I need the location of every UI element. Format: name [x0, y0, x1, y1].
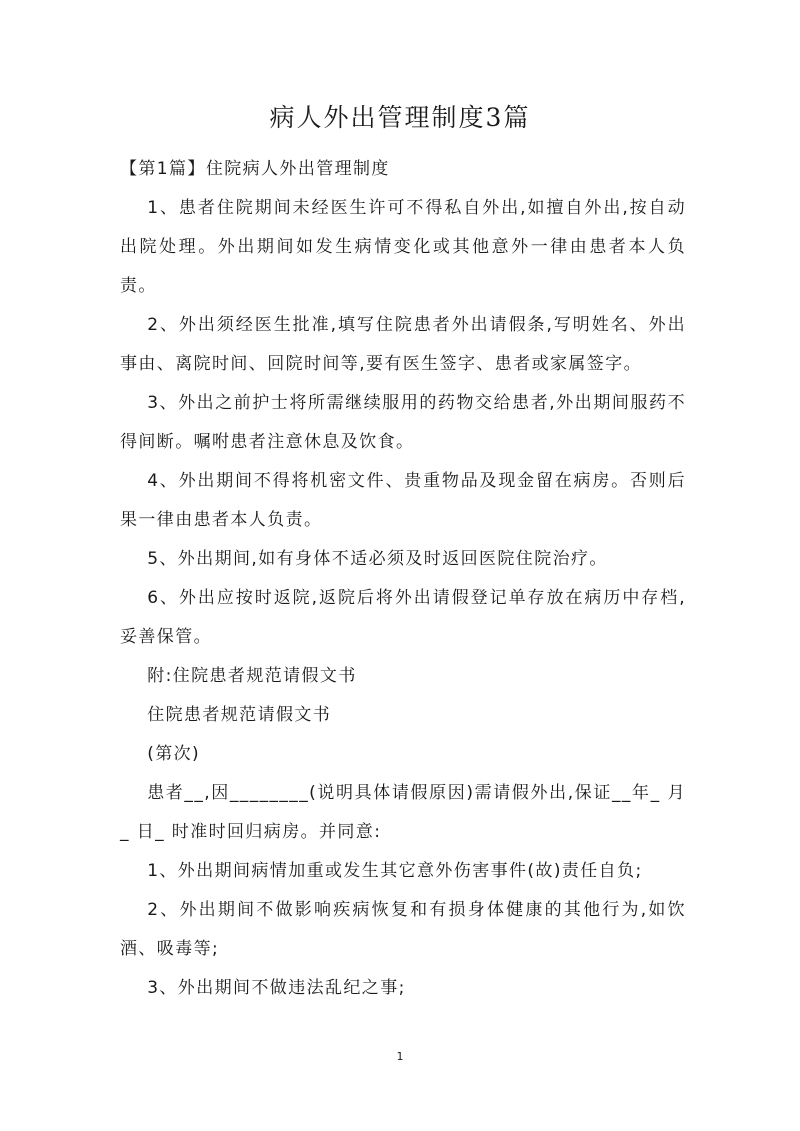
paragraph-agreement-1: 1、外出期间病情加重或发生其它意外伤害事件(故)责任自负; — [147, 861, 643, 881]
document-title: 病人外出管理制度3篇 — [269, 103, 531, 132]
paragraph-rule-5: 5、外出期间,如有身体不适必须及时返回医院住院治疗。 — [147, 549, 608, 569]
paragraph-rule-1: 1、患者住院期间未经医生许可不得私自外出,如擅自外出,按自动出院处理。外出期间如发生病情变化或其他意外一律由患者本人负责。 — [120, 198, 686, 296]
paragraph-rule-6: 6、外出应按时返院,返院后将外出请假登记单存放在病历中存档,妥善保管。 — [120, 588, 686, 647]
paragraph-agreement-3: 3、外出期间不做违法乱纪之事; — [147, 978, 406, 998]
paragraph-form-statement: 患者__,因________(说明具体请假原因)需请假外出,保证__年_ 月_ 日_ 时准时回归病房。并同意: — [120, 783, 686, 842]
page-number: 1 — [396, 1050, 404, 1063]
paragraph-agreement-2: 2、外出期间不做影响疾病恢复和有损身体健康的其他行为,如饮酒、吸毒等; — [120, 900, 686, 959]
paragraph-form-sequence: (第次) — [147, 744, 201, 764]
paragraph-rule-2: 2、外出须经医生批准,填写住院患者外出请假条,写明姓名、外出事由、离院时间、回院时间等,要有医生签字、患者或家属签字。 — [120, 315, 686, 374]
paragraph-appendix-note: 附:住院患者规范请假文书 — [147, 666, 357, 686]
paragraph-rule-3: 3、外出之前护士将所需继续服用的药物交给患者,外出期间服药不得间断。嘱咐患者注意休息及饮食。 — [120, 393, 686, 452]
paragraph-form-title: 住院患者规范请假文书 — [147, 705, 332, 725]
paragraph-rule-4: 4、外出期间不得将机密文件、贵重物品及现金留在病房。否则后果一律由患者本人负责。 — [120, 471, 686, 530]
document-body — [120, 150, 686, 1008]
section-heading: 【第1篇】住院病人外出管理制度 — [120, 159, 390, 179]
